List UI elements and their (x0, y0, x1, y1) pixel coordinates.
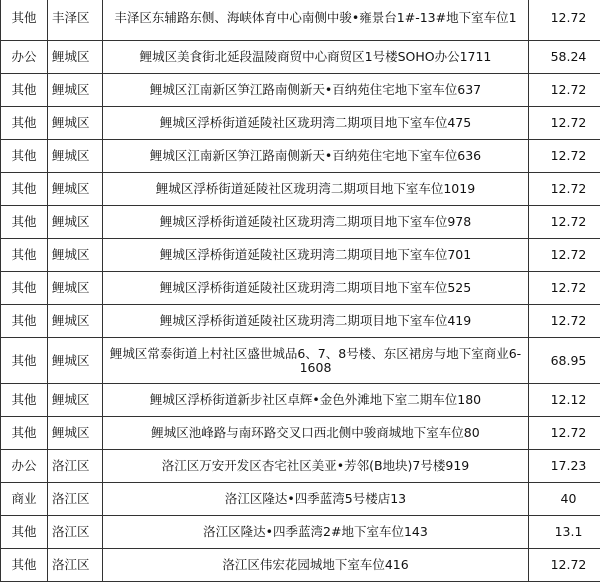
address-cell: 鲤城区浮桥街道延陵社区珑玥湾二期项目地下室车位701 (103, 239, 529, 272)
property-type-cell: 其他 (1, 140, 48, 173)
district-cell: 鲤城区 (48, 173, 103, 206)
area-cell: 12.72 (529, 305, 600, 338)
property-type-cell: 其他 (1, 272, 48, 305)
district-cell: 鲤城区 (48, 107, 103, 140)
property-type-cell: 其他 (1, 516, 48, 549)
area-cell: 12.72 (529, 140, 600, 173)
address-cell: 洛江区伟宏花园城地下室车位416 (103, 549, 529, 582)
district-cell: 鲤城区 (48, 272, 103, 305)
address-cell: 鲤城区浮桥街道延陵社区珑玥湾二期项目地下室车位978 (103, 206, 529, 239)
table-row (1, 549, 600, 582)
property-table-body (1, 0, 600, 582)
table-row (1, 483, 600, 516)
table-row (1, 140, 600, 173)
district-cell: 鲤城区 (48, 74, 103, 107)
area-cell: 12.72 (529, 417, 600, 450)
address-cell: 鲤城区江南新区笋江路南侧新天•百纳苑住宅地下室车位637 (103, 74, 529, 107)
address-cell: 鲤城区常泰街道上村社区盛世城品6、7、8号楼、东区裙房与地下室商业6-1608 (103, 338, 529, 384)
area-cell: 58.24 (529, 41, 600, 74)
table-row (1, 516, 600, 549)
property-type-cell: 其他 (1, 206, 48, 239)
property-type-cell: 其他 (1, 384, 48, 417)
property-type-cell: 其他 (1, 417, 48, 450)
property-type-cell: 其他 (1, 107, 48, 140)
district-cell: 洛江区 (48, 549, 103, 582)
table-row (1, 173, 600, 206)
address-cell: 洛江区隆达•四季蓝湾2#地下室车位143 (103, 516, 529, 549)
address-cell: 鲤城区浮桥街道延陵社区珑玥湾二期项目地下室车位1019 (103, 173, 529, 206)
table-row (1, 74, 600, 107)
area-cell: 13.1 (529, 516, 600, 549)
address-cell: 鲤城区浮桥街道延陵社区珑玥湾二期项目地下室车位475 (103, 107, 529, 140)
property-type-cell: 其他 (1, 74, 48, 107)
area-cell: 12.72 (529, 272, 600, 305)
area-cell: 12.12 (529, 384, 600, 417)
property-type-cell: 商业 (1, 483, 48, 516)
table-row (1, 206, 600, 239)
property-type-cell: 其他 (1, 173, 48, 206)
area-cell: 40 (529, 483, 600, 516)
area-cell: 17.23 (529, 450, 600, 483)
address-cell: 鲤城区江南新区笋江路南侧新天•百纳苑住宅地下室车位636 (103, 140, 529, 173)
area-cell: 12.72 (529, 549, 600, 582)
table-row (1, 384, 600, 417)
table-row (1, 450, 600, 483)
address-cell: 丰泽区东辅路东侧、海峡体育中心南侧中骏•雍景台1#-13#地下室车位1 (103, 0, 529, 41)
area-cell: 12.72 (529, 239, 600, 272)
table-row (1, 272, 600, 305)
table-row (1, 338, 600, 384)
area-cell: 12.72 (529, 0, 600, 41)
district-cell: 丰泽区 (48, 0, 103, 41)
district-cell: 洛江区 (48, 516, 103, 549)
property-type-cell: 其他 (1, 0, 48, 41)
address-cell: 鲤城区美食街北延段温陵商贸中心商贸区1号楼SOHO办公1711 (103, 41, 529, 74)
table-row (1, 239, 600, 272)
table-row (1, 0, 600, 41)
district-cell: 鲤城区 (48, 206, 103, 239)
property-type-cell: 其他 (1, 239, 48, 272)
district-cell: 鲤城区 (48, 417, 103, 450)
address-cell: 洛江区隆达•四季蓝湾5号楼店13 (103, 483, 529, 516)
district-cell: 洛江区 (48, 483, 103, 516)
address-cell: 鲤城区池峰路与南环路交叉口西北侧中骏商城地下室车位80 (103, 417, 529, 450)
address-cell: 鲤城区浮桥街道延陵社区珑玥湾二期项目地下室车位419 (103, 305, 529, 338)
area-cell: 12.72 (529, 206, 600, 239)
property-type-cell: 办公 (1, 450, 48, 483)
address-cell: 洛江区万安开发区杏宅社区美亚•芳邻(B地块)7号楼919 (103, 450, 529, 483)
property-type-cell: 其他 (1, 305, 48, 338)
table-row (1, 107, 600, 140)
property-type-cell: 办公 (1, 41, 48, 74)
area-cell: 68.95 (529, 338, 600, 384)
district-cell: 鲤城区 (48, 384, 103, 417)
table-row (1, 305, 600, 338)
district-cell: 鲤城区 (48, 140, 103, 173)
table-row (1, 417, 600, 450)
address-cell: 鲤城区浮桥街道新步社区卓辉•金色外滩地下室二期车位180 (103, 384, 529, 417)
table-row (1, 41, 600, 74)
district-cell: 鲤城区 (48, 338, 103, 384)
district-cell: 鲤城区 (48, 41, 103, 74)
area-cell: 12.72 (529, 173, 600, 206)
area-cell: 12.72 (529, 107, 600, 140)
district-cell: 鲤城区 (48, 305, 103, 338)
property-type-cell: 其他 (1, 338, 48, 384)
district-cell: 鲤城区 (48, 239, 103, 272)
property-type-cell: 其他 (1, 549, 48, 582)
district-cell: 洛江区 (48, 450, 103, 483)
area-cell: 12.72 (529, 74, 600, 107)
address-cell: 鲤城区浮桥街道延陵社区珑玥湾二期项目地下室车位525 (103, 272, 529, 305)
